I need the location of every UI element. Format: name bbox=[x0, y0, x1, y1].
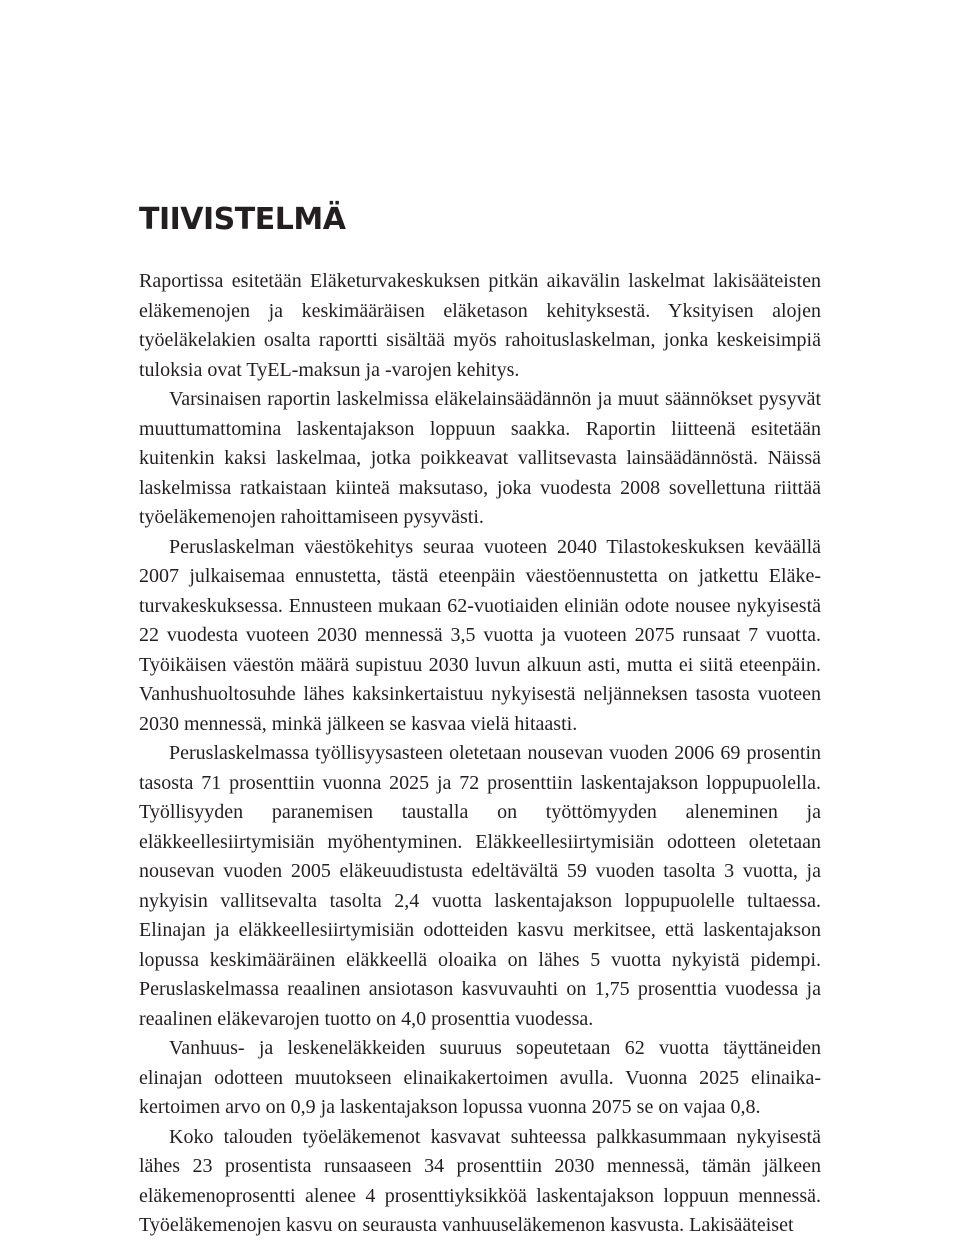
paragraph: Vanhuus- ja leskeneläkkeiden suuruus sopeutetaan 62 vuotta täyttäneiden elinajan odotteen muutokseen elinaikakertoimen avulla. Vuonna 2025 elinaikakertoimen arvo on 0,9 ja laskentajakson lopussa vuonna 2075 se on vajaa 0,8. bbox=[139, 1037, 821, 1118]
paragraph: Peruslaskelman väestökehitys seuraa vuoteen 2040 Tilastokeskuksen keväällä 2007 julkaisemaa ennustetta, tästä eteenpäin väestöennustetta on jatkettu Eläketurvakeskuksessa. Ennusteen mukaan 62-vuotiaiden eliniän odote nousee nykyisestä 22 vuodesta vuoteen 2030 mennessä 3,5 vuotta ja vuoteen 2075 runsaat 7 vuotta. Työikäisen väestön määrä supistuu 2030 luvun alkuun asti, mutta ei siitä eteenpäin. Vanhushuoltosuhde lähes kaksinkertaistuu nykyisestä neljänneksen tasosta vuoteen 2030 mennessä, minkä jälkeen se kasvaa vielä hitaasti. bbox=[139, 535, 821, 735]
paragraph: Raportissa esitetään Eläketurvakeskuksen pitkän aikavälin laskelmat lakisääteisten eläkemenojen ja keskimääräisen eläketason kehityksestä. Yksityisen alojen työeläkelakien osalta raportti sisältää myös rahoituslaskelman, jonka keskeisimpiä tuloksia ovat TyEL-maksun ja -varojen kehitys. bbox=[139, 270, 821, 381]
page-title: TIIVISTELMÄ bbox=[139, 202, 346, 237]
paragraph: Koko talouden työeläkemenot kasvavat suhteessa palkkasummaan nykyisestä lähes 23 prosentista runsaaseen 34 prosenttiin 2030 mennessä, tämän jälkeen eläkemenoprosentti alenee 4 prosenttiyksikköä laskentajakson loppuun mennessä. Työeläkemenojen kasvu on seurausta vanhuuseläkemenon kasvusta. Lakisääteiset bbox=[139, 1125, 821, 1236]
paragraph: Varsinaisen raportin laskelmissa eläkelainsäädännön ja muut säännökset pysyvät muuttumattomina laskentajakson loppuun saakka. Raportin liitteenä esitetään kuitenkin kaksi laskelmaa, jotka poikkeavat vallitsevasta lainsäädännöstä. Näissä laskelmissa ratkaistaan kiinteä maksutaso, joka vuodesta 2008 sovellettuna riittää työeläkemenojen rahoittamiseen pysyvästi. bbox=[139, 388, 821, 528]
paragraph: Peruslaskelmassa työllisyysasteen oletetaan nousevan vuoden 2006 69 prosentin tasosta 71 prosenttiin vuonna 2025 ja 72 prosenttiin laskentajakson loppupuolella. Työllisyyden paranemisen taustalla on työttömyyden aleneminen ja eläkkeellesiirtymisiän myöhentyminen. Eläkkeellesiirtymisiän odotteen oletetaan nousevan vuoden 2005 eläkeuudistusta edeltävältä 59 vuoden tasolta 3 vuotta, ja nykyisin vallitsevalta tasolta 2,4 vuotta laskentajakson loppupuolelle tultaessa. Elinajan ja eläkkeellesiirtymisiän odotteiden kasvu merkitsee, että laskentajakson lopussa keskimääräinen eläkkeellä oloaika on lähes 5 vuotta nykyistä pidempi. Peruslaskelmassa reaalinen ansiotason kasvuvauhti on 1,75 prosenttia vuodessa ja reaalinen eläkevarojen tuotto on 4,0 prosenttia vuodessa. bbox=[139, 742, 821, 1030]
body-text bbox=[139, 267, 821, 1241]
